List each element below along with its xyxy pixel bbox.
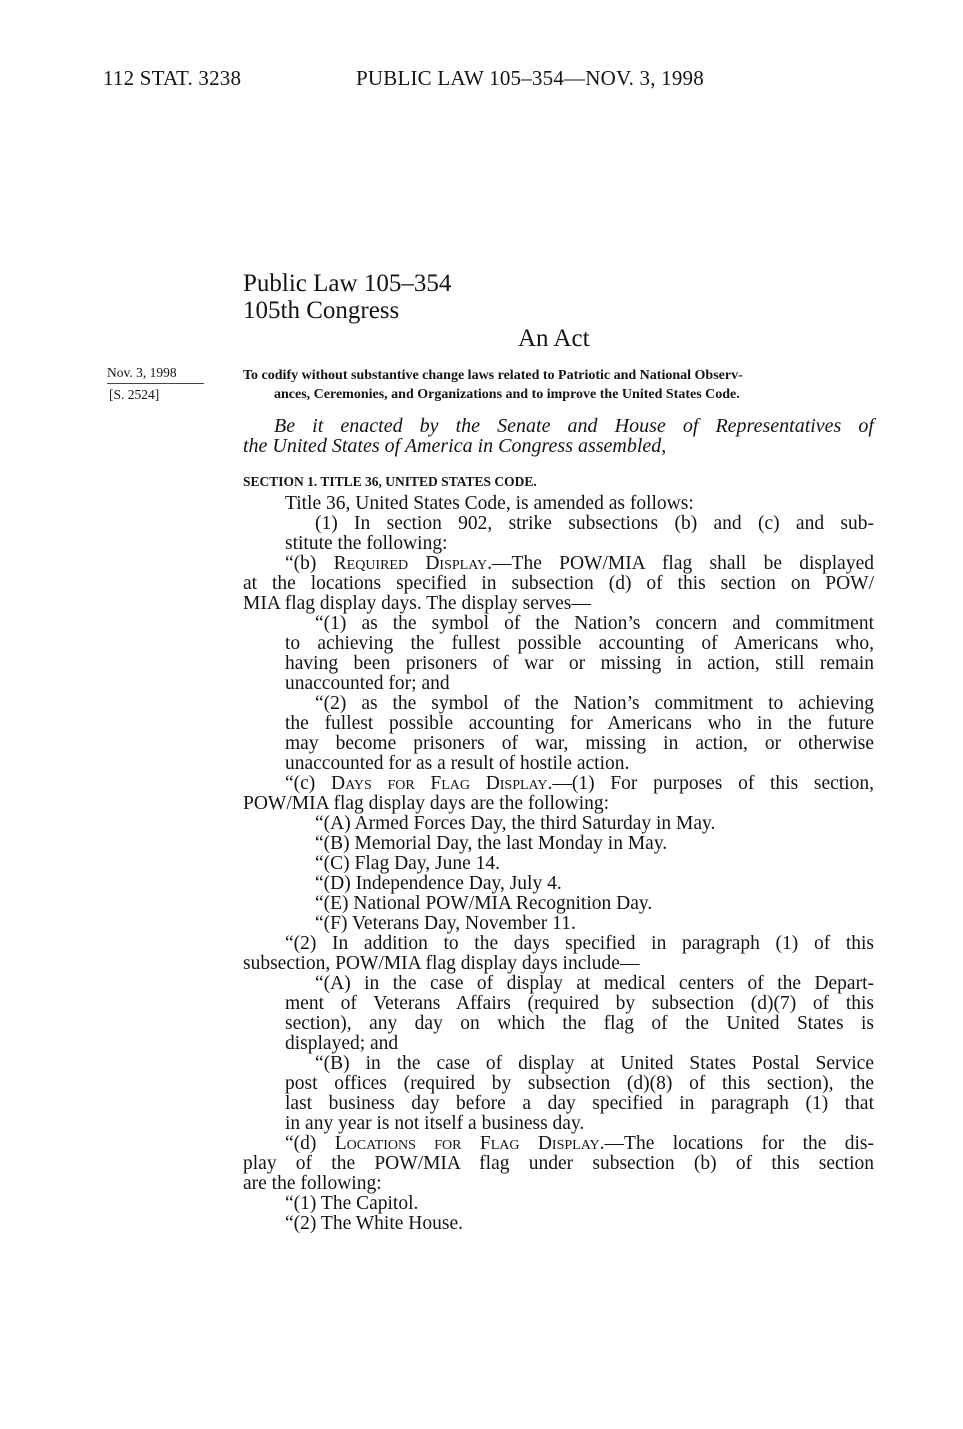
item1-line-1: (1) In section 902, strike subsections (b) and (c) and sub- [315, 513, 874, 534]
subsection-b-para2-line-1: “(2) as the symbol of the Nation’s commitment to achieving [315, 693, 874, 714]
subsection-b-line-1: “(b) Required Display.—The POW/MIA flag shall be displayed [285, 553, 874, 574]
subsection-d-line-2: play of the POW/MIA flag under subsection (b) of this section [243, 1153, 874, 1174]
purpose-line-1: To codify without substantive change laws related to Patriotic and National Observ- [243, 368, 743, 383]
subsection-c-para2-line-1: “(2) In addition to the days specified in paragraph (1) of this [285, 933, 874, 954]
subsection-b-line-2: at the locations specified in subsection (d) of this section on POW/ [243, 573, 874, 594]
item1-line-2: stitute the following: [285, 533, 448, 554]
enacting-clause-line-1: Be it enacted by the Senate and House of Representatives of [274, 415, 874, 437]
subsection-b-line-3: MIA flag display days. The display serves— [243, 593, 591, 614]
subsection-b-para2-line-4: unaccounted for as a result of hostile action. [285, 753, 630, 774]
margin-date: Nov. 3, 1998 [107, 365, 177, 380]
subsection-d-line-3: are the following: [243, 1173, 382, 1194]
location-item: “(1) The Capitol. [285, 1193, 419, 1214]
subsection-c-a-line-2: ment of Veterans Affairs (required by subsection (d)(7) of this [285, 993, 874, 1014]
page-reference: 112 STAT. 3238 [103, 66, 242, 90]
flag-day-item: “(C) Flag Day, June 14. [315, 853, 501, 874]
subsection-c-line-2: POW/MIA flag display days are the following: [243, 793, 610, 814]
subsection-b-para1-line-4: unaccounted for; and [285, 673, 450, 694]
subsection-c-b-line-1: “(B) in the case of display at United States Postal Service [315, 1053, 874, 1074]
subsection-b-heading: Required Display [333, 553, 488, 574]
subsection-c-b-line-4: in any year is not itself a business day. [285, 1113, 585, 1134]
flag-day-item: “(F) Veterans Day, November 11. [315, 913, 576, 934]
location-item: “(2) The White House. [285, 1213, 463, 1234]
subsection-d-line-1: “(d) Locations for Flag Display.—The locations for the dis- [285, 1133, 875, 1154]
margin-bill-number: [S. 2524] [109, 387, 160, 402]
subsection-c-a-line-4: displayed; and [285, 1033, 399, 1054]
subsection-c-a-line-3: section), any day on which the flag of the United States is [285, 1013, 874, 1034]
running-title: PUBLIC LAW 105–354—NOV. 3, 1998 [356, 66, 704, 90]
act-heading: An Act [518, 325, 590, 352]
section-intro: Title 36, United States Code, is amended as follows: [285, 493, 694, 514]
subsection-b-para1-line-3: having been prisoners of war or missing in action, still remain [285, 653, 874, 674]
law-number: Public Law 105–354 [243, 270, 452, 297]
subsection-b-para2-line-2: the fullest possible accounting for Americans who in the future [285, 713, 874, 734]
subsection-c-line-1: “(c) Days for Flag Display.—(1) For purposes of this section, [285, 773, 874, 794]
flag-day-item: “(A) Armed Forces Day, the third Saturday in May. [315, 813, 716, 834]
flag-day-item: “(B) Memorial Day, the last Monday in May. [315, 833, 668, 854]
subsection-c-a-line-1: “(A) in the case of display at medical centers of the Depart- [315, 973, 874, 994]
purpose-line-2: ances, Ceremonies, and Organizations and to improve the United States Code. [274, 387, 740, 402]
flag-day-item: “(E) National POW/MIA Recognition Day. [315, 893, 653, 914]
section-heading: SECTION 1. TITLE 36, UNITED STATES CODE. [243, 474, 537, 489]
flag-day-item: “(D) Independence Day, July 4. [315, 873, 562, 894]
subsection-c-para2-line-2: subsection, POW/MIA flag display days include— [243, 953, 640, 974]
subsection-b-para2-line-3: may become prisoners of war, missing in action, or otherwise [285, 733, 874, 754]
subsection-c-heading: Days for Flag Display [330, 773, 548, 794]
congress-number: 105th Congress [243, 297, 400, 324]
subsection-c-b-line-3: last business day before a day specified in paragraph (1) that [285, 1093, 874, 1114]
subsection-d-heading: Locations for Flag Display [334, 1133, 600, 1154]
enacting-clause-line-2: the United States of America in Congress assembled, [243, 435, 667, 457]
subsection-b-para1-line-1: “(1) as the symbol of the Nation’s concern and commitment [315, 613, 874, 634]
margin-divider [107, 383, 204, 384]
subsection-c-b-line-2: post offices (required by subsection (d)(8) of this section), the [285, 1073, 874, 1094]
subsection-b-para1-line-2: to achieving the fullest possible accounting of Americans who, [285, 633, 874, 654]
